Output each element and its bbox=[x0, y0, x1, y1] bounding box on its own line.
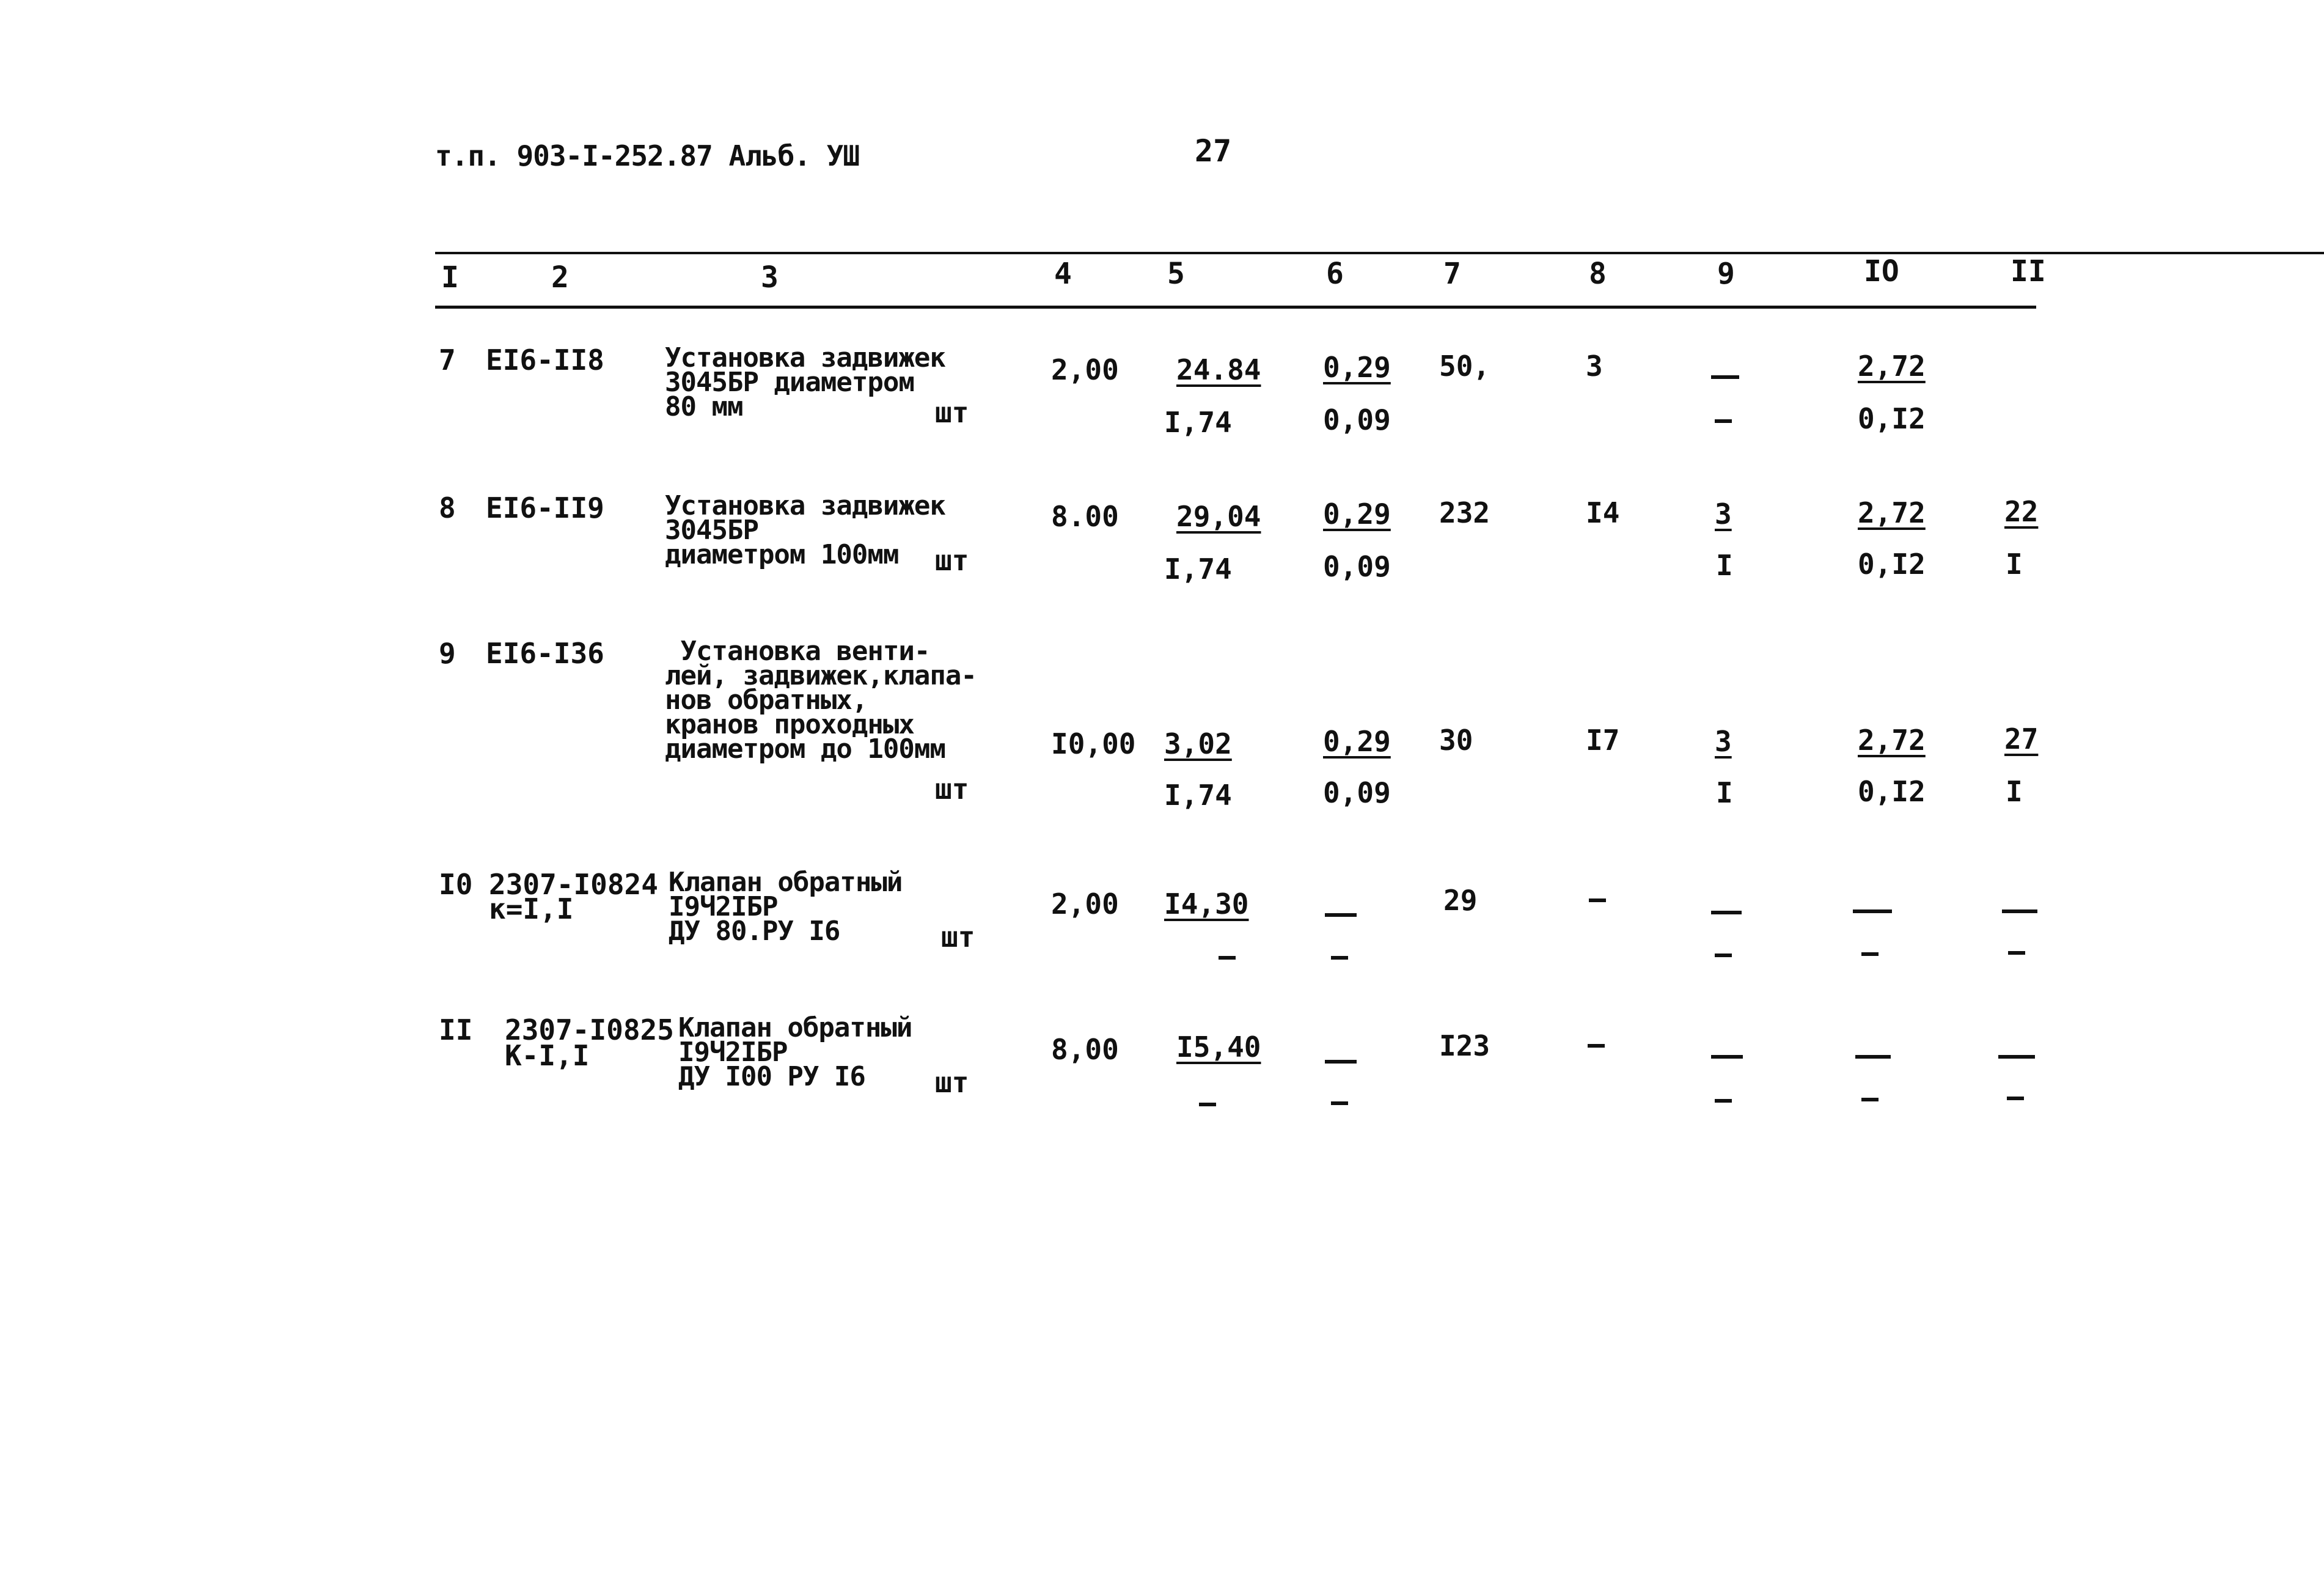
column-header-4: 4 bbox=[1054, 257, 1072, 291]
document-code: т.п. 903-I-252.87 Альб. УШ bbox=[435, 139, 860, 172]
cell-c6-bottom: 0,09 bbox=[1323, 403, 1391, 436]
cell-c6-bottom-dash bbox=[1331, 1101, 1348, 1105]
cell-c5-top: 29,04 bbox=[1176, 500, 1261, 533]
row-number: 7 bbox=[439, 344, 456, 377]
column-header-5: 5 bbox=[1167, 257, 1185, 291]
cell-c8-dash bbox=[1588, 1044, 1605, 1048]
rate-code: EI6-I36 bbox=[486, 637, 604, 670]
column-header-10: IO bbox=[1864, 254, 1899, 288]
cell-c11-top: 22 bbox=[2004, 495, 2039, 528]
cell-c11-bottom-dash bbox=[2008, 951, 2025, 955]
cell-c6-top: 0,29 bbox=[1323, 725, 1391, 758]
work-description: Установка венти- лей, задвижек,клапа- нов обратных, кранов проходных диаметром до 100мм bbox=[665, 636, 977, 765]
cell-c10-top: 2,72 bbox=[1858, 496, 1926, 529]
cell-c6-bottom-dash bbox=[1331, 956, 1348, 960]
cell-c8: 3 bbox=[1586, 350, 1603, 383]
cell-c11-bottom: I bbox=[2006, 775, 2023, 808]
cell-c5-top: 24.84 bbox=[1176, 353, 1261, 386]
cell-c11-bottom: I bbox=[2006, 548, 2023, 581]
cell-c10-top: 2,72 bbox=[1858, 724, 1926, 757]
cell-c9-bottom: I bbox=[1716, 776, 1733, 809]
quantity: 2,00 bbox=[1051, 887, 1119, 920]
cell-c5-top: 3,02 bbox=[1164, 727, 1232, 760]
cell-c5-bottom: I,74 bbox=[1164, 779, 1232, 812]
cell-c10-top: 2,72 bbox=[1858, 350, 1926, 383]
row-number: 8 bbox=[439, 491, 456, 524]
cell-c11-top-dash bbox=[2002, 909, 2037, 913]
cell-c6-bottom: 0,09 bbox=[1323, 550, 1391, 583]
cell-c6-top: 0,29 bbox=[1323, 351, 1391, 384]
cell-c8: I4 bbox=[1586, 496, 1620, 529]
rate-coefficient: к=I,I bbox=[489, 892, 574, 925]
row-number: 9 bbox=[439, 637, 456, 670]
cell-c5-bottom: I,74 bbox=[1164, 553, 1232, 586]
rate-code: 2307-I0825 bbox=[505, 1013, 674, 1046]
cell-c10-bottom: 0,I2 bbox=[1858, 775, 1926, 808]
cell-c6-top: 0,29 bbox=[1323, 498, 1391, 531]
unit: шт bbox=[935, 1066, 969, 1099]
column-header-7: 7 bbox=[1443, 257, 1461, 291]
cell-c6-top-dash bbox=[1325, 913, 1357, 917]
rate-code: EI6-II9 bbox=[486, 491, 604, 524]
unit: шт bbox=[935, 396, 969, 429]
cell-c7: 232 bbox=[1439, 496, 1490, 529]
cell-c9-top-dash bbox=[1711, 911, 1742, 914]
quantity: 8.00 bbox=[1051, 500, 1119, 533]
column-header-1: I bbox=[441, 260, 459, 295]
cell-c5-top: I4,30 bbox=[1164, 887, 1249, 920]
quantity: 8,00 bbox=[1051, 1033, 1119, 1066]
cell-c9-bottom-dash bbox=[1715, 419, 1732, 423]
cell-c6-bottom: 0,09 bbox=[1323, 776, 1391, 809]
table-header-rule bbox=[435, 306, 2036, 309]
cell-c10-bottom: 0,I2 bbox=[1858, 402, 1926, 435]
cell-c9-top-dash bbox=[1711, 1055, 1743, 1059]
unit: шт bbox=[935, 544, 969, 577]
cell-c5-bottom-dash bbox=[1199, 1103, 1216, 1106]
cell-c7: 30 bbox=[1439, 724, 1473, 757]
unit: шт bbox=[941, 920, 975, 954]
quantity: 2,00 bbox=[1051, 353, 1119, 386]
work-description: Клапан обратный I9Ч2IБР ДУ 80.РУ I6 bbox=[669, 867, 903, 947]
cell-c9-top-dash bbox=[1711, 375, 1739, 379]
rate-coefficient: К-I,I bbox=[505, 1039, 590, 1072]
cell-c7: 29 bbox=[1443, 884, 1478, 917]
row-number: II bbox=[439, 1013, 473, 1046]
cell-c5-bottom-dash bbox=[1219, 956, 1236, 960]
cell-c9-bottom-dash bbox=[1715, 954, 1732, 957]
cell-c7: 50, bbox=[1439, 350, 1490, 383]
cell-c10-top-dash bbox=[1855, 1055, 1891, 1059]
column-header-8: 8 bbox=[1589, 257, 1607, 291]
cell-c5-bottom: I,74 bbox=[1164, 406, 1232, 439]
cell-c7: I23 bbox=[1439, 1029, 1490, 1062]
unit: шт bbox=[935, 773, 969, 806]
column-header-2: 2 bbox=[551, 260, 569, 295]
page-number: 27 bbox=[1195, 133, 1232, 169]
rate-code: EI6-II8 bbox=[486, 344, 604, 377]
column-header-6: 6 bbox=[1326, 257, 1344, 291]
cell-c8: I7 bbox=[1586, 724, 1620, 757]
quantity: I0,00 bbox=[1051, 727, 1136, 760]
column-header-9: 9 bbox=[1717, 257, 1735, 291]
cell-c9-top: 3 bbox=[1715, 725, 1732, 758]
cell-c8-dash bbox=[1589, 898, 1606, 902]
cell-c9-bottom-dash bbox=[1715, 1099, 1732, 1103]
work-description: Установка задвижек 3045БР диаметром 100мм bbox=[665, 490, 945, 570]
row-number: I0 bbox=[439, 868, 473, 901]
cell-c10-top-dash bbox=[1853, 909, 1892, 913]
work-description: Клапан обратный I9Ч2IБР ДУ I00 РУ I6 bbox=[678, 1012, 912, 1092]
cell-c9-top: 3 bbox=[1715, 498, 1732, 531]
column-header-3: 3 bbox=[761, 260, 779, 295]
cell-c10-bottom: 0,I2 bbox=[1858, 548, 1926, 581]
cell-c5-top: I5,40 bbox=[1176, 1031, 1261, 1064]
rate-code: 2307-I0824 bbox=[489, 868, 658, 901]
cell-c11-top: 27 bbox=[2004, 722, 2039, 755]
column-header-11: II bbox=[2011, 254, 2046, 288]
cell-c11-bottom-dash bbox=[2007, 1097, 2024, 1100]
cell-c6-top-dash bbox=[1325, 1060, 1357, 1064]
cell-c11-top-dash bbox=[1998, 1055, 2035, 1059]
work-description: Установка задвижек 3045БР диаметром 80 мм bbox=[665, 342, 945, 422]
cell-c10-bottom-dash bbox=[1861, 1098, 1879, 1101]
cell-c9-bottom: I bbox=[1716, 549, 1733, 582]
cell-c10-bottom-dash bbox=[1861, 952, 1879, 956]
